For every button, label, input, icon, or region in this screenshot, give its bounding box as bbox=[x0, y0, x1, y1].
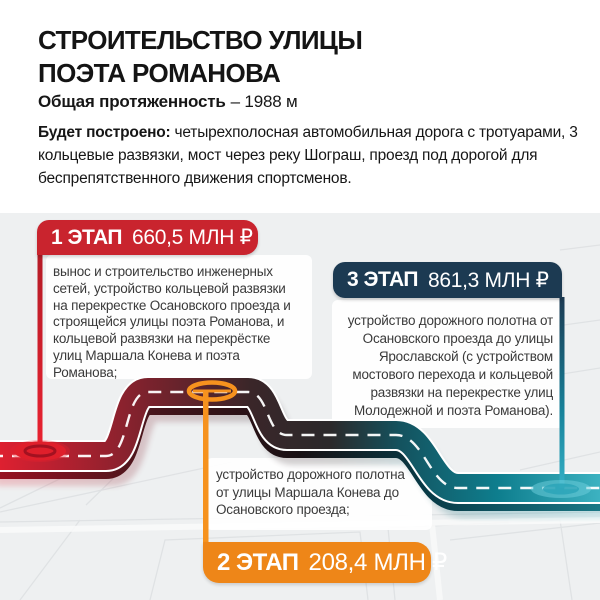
stage1-cost: 660,5 МЛН ₽ bbox=[131, 226, 253, 249]
build-description-text: четырехполосная автомобильная дорога с тротуарами, 3 кольцевые развязки, мост через реку Шограш, проезд под дорогой для беспрепятственного движения спортсменов. bbox=[38, 124, 578, 187]
stage2-label: 2 ЭТАП bbox=[217, 548, 299, 576]
title-line-2: ПОЭТА РОМАНОВА bbox=[38, 58, 281, 88]
total-length-label: Общая протяженность bbox=[38, 92, 226, 111]
build-description-label: Будет построено: bbox=[38, 124, 171, 141]
total-length-value: – 1988 м bbox=[230, 92, 298, 111]
build-description bbox=[38, 121, 580, 190]
stage2-cost: 208,4 МЛН ₽ bbox=[308, 549, 447, 576]
stage1-label: 1 ЭТАП bbox=[51, 225, 122, 249]
total-length bbox=[38, 92, 297, 112]
stage2-banner bbox=[203, 542, 447, 583]
stage3-description: устройство дорожного полотна от Осановского проезда до улицы Ярославской (с устройством мостового перехода и кольцевой развязки на перекрестке улиц Молодежной и поэта Романова). bbox=[347, 313, 553, 418]
stage3-cost: 861,3 МЛН ₽ bbox=[427, 268, 549, 292]
title-line-1: СТРОИТЕЛЬСТВО УЛИЦЫ bbox=[38, 25, 363, 55]
stage3-banner bbox=[333, 262, 562, 298]
page-title bbox=[38, 24, 558, 90]
stage1-banner bbox=[37, 220, 258, 255]
stage1-description: вынос и строительство инженерных сетей, устройство кольцевой развязки на перекрестке Осановского проезда и строящейся улицы поэта Романова, и кольцевой развязки на перекрёстке улиц Маршала Конева и поэта Романова; bbox=[53, 264, 291, 380]
stage2-description: устройство дорожного полотна от улицы Маршала Конева до Осановского проезда; bbox=[216, 467, 405, 517]
stage3-label: 3 ЭТАП bbox=[347, 268, 418, 291]
